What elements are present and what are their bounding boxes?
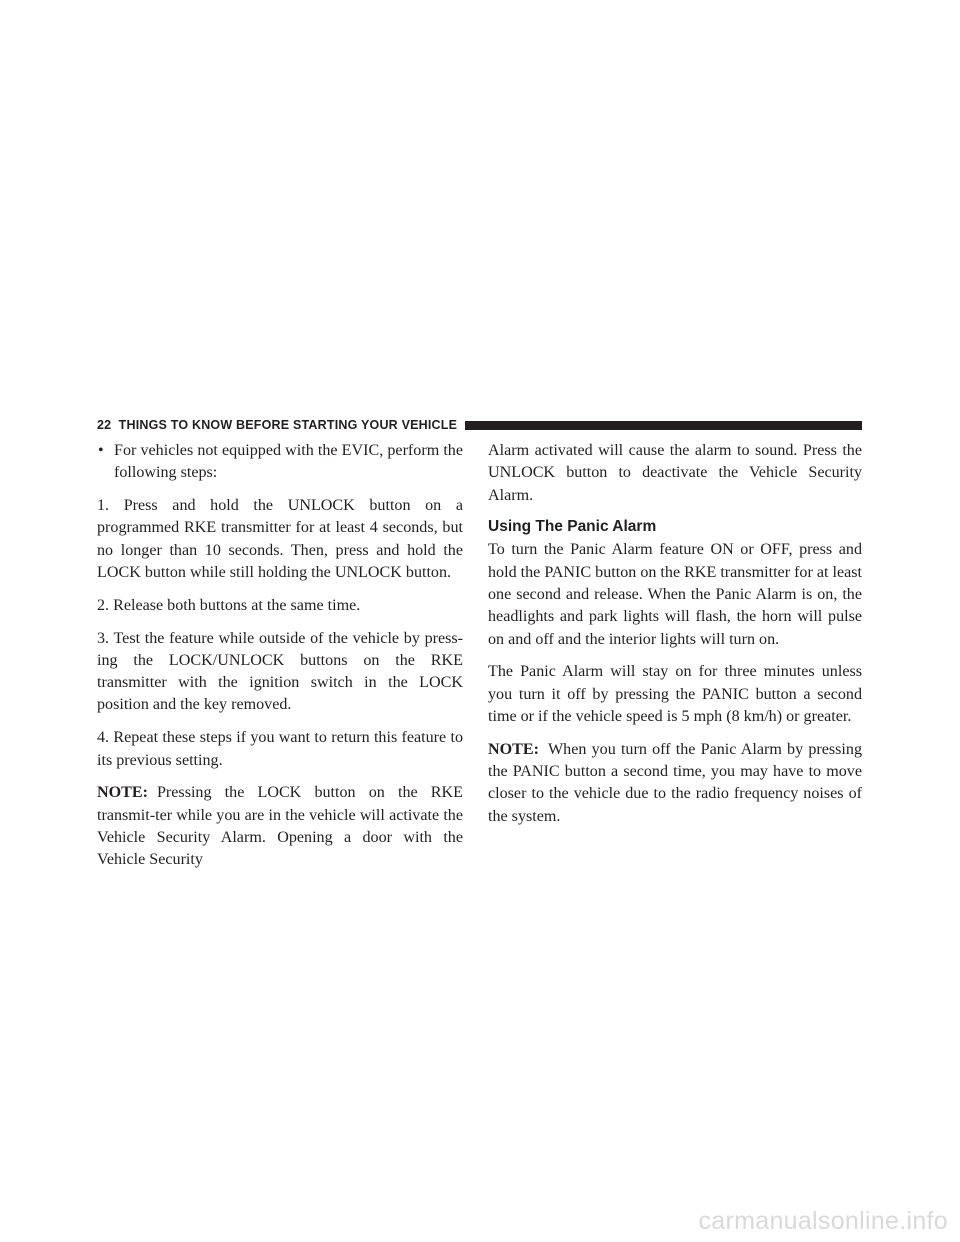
step-2: 2. Release both buttons at the same time. — [97, 596, 361, 614]
header-label — [97, 418, 465, 432]
bullet-text: For vehicles not equipped with the EVIC, perform the following steps: — [114, 442, 463, 482]
note-label: NOTE: — [488, 740, 539, 758]
page-number: 22 — [97, 418, 112, 432]
note-text: When you turn off the Panic Alarm by pressing the PANIC button a second time, you may have to move closer to the vehicle due to the radio frequency noises of the system. — [488, 740, 862, 825]
header-rule — [465, 421, 862, 430]
note-paragraph — [97, 782, 463, 871]
note-text: Pressing the LOCK button on the RKE transmit-ter while you are in the vehicle will activate the Vehicle Security Alarm. Opening a door with the Vehicle Security — [97, 784, 463, 869]
bullet-dot-icon: • — [98, 442, 104, 459]
right-column — [488, 440, 862, 838]
note-label: NOTE: — [97, 784, 148, 802]
bullet-item — [97, 440, 463, 485]
watermark: carmanualsonline.info — [698, 1207, 948, 1235]
panic-paragraph-2: The Panic Alarm will stay on for three minutes unless you turn it off by pressing the PANIC button a second time or if the vehicle speed is 5 mph (8 km/h) or greater. — [488, 663, 862, 725]
panic-paragraph-1: To turn the Panic Alarm feature ON or OFF, press and hold the PANIC button on the RKE transmitter for at least one second and release. When the Panic Alarm is on, the headlights and park lights will flash, the horn will pulse on and off and the interior lights will turn on. — [488, 541, 862, 648]
step-3: 3. Test the feature while outside of the vehicle by press-ing the LOCK/UNLOCK buttons on the RKE transmitter with the ignition switch in the LOCK position and the key removed. — [97, 629, 463, 714]
step-4: 4. Repeat these steps if you want to return this feature to its previous setting. — [97, 729, 463, 769]
section-heading: Using The Panic Alarm — [488, 518, 657, 536]
note-paragraph — [488, 739, 862, 828]
chapter-title: THINGS TO KNOW BEFORE STARTING YOUR VEHICLE — [118, 418, 458, 432]
continuation-paragraph: Alarm activated will cause the alarm to sound. Press the UNLOCK button to deactivate the Vehicle Security Alarm. — [488, 442, 862, 504]
left-column — [97, 440, 463, 882]
page-header — [97, 418, 862, 432]
step-1: 1. Press and hold the UNLOCK button on a programmed RKE transmitter for at least 4 seconds, but no longer than 10 seconds. Then, press and hold the LOCK button while still holding the UNLOCK button. — [97, 497, 463, 581]
